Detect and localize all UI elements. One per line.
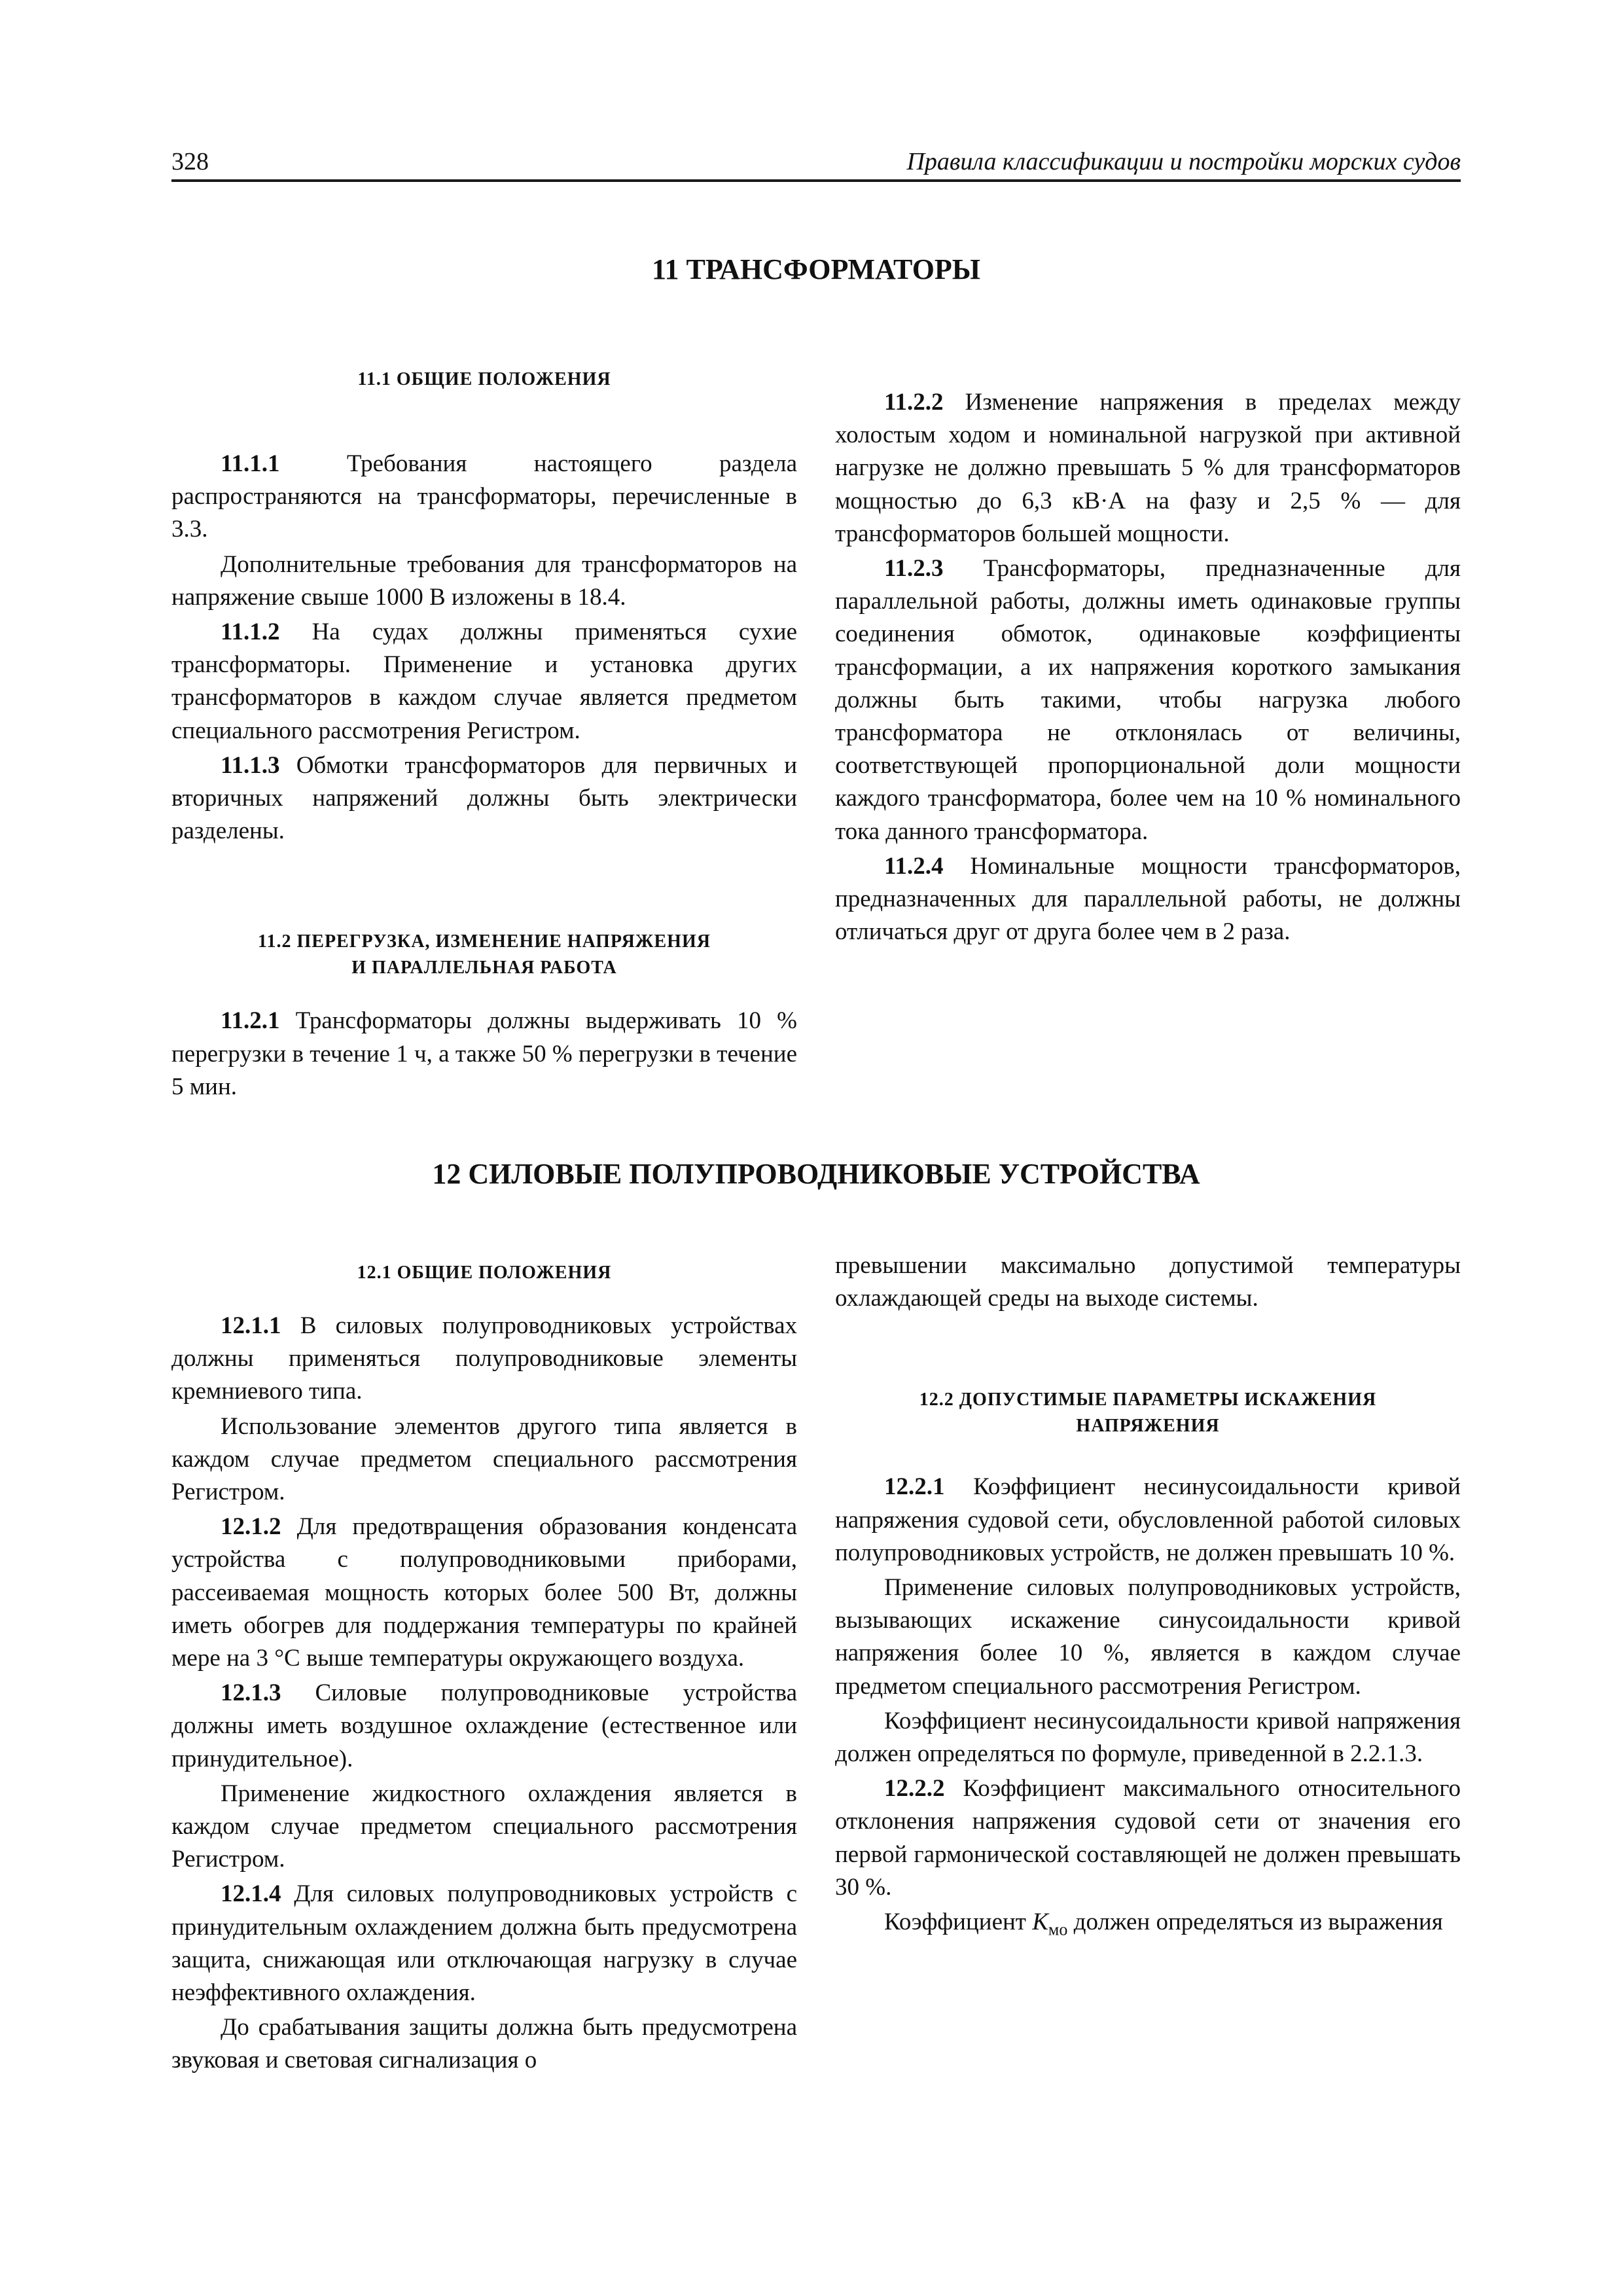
paragraph-12-1-4-continued: превышении максимально допустимой температуры охлаждающей среды на выходе системы. xyxy=(835,1252,1461,1312)
paragraph-11-2-1 xyxy=(171,1005,797,1103)
paragraph-12-1-2 xyxy=(171,1511,797,1675)
paragraph-12-2-2 xyxy=(835,1772,1461,1904)
section-12-1-heading: 12.1 ОБЩИЕ ПОЛОЖЕНИЯ xyxy=(357,1263,612,1283)
paragraph-12-1-1-additional: Использование элементов другого типа является в каждом случае предметом специального рассмотрения Регистром. xyxy=(171,1412,797,1506)
paragraph-11-2-3 xyxy=(835,552,1461,848)
paragraph-11-1-1 xyxy=(171,448,797,547)
section-11-1-heading: 11.1 ОБЩИЕ ПОЛОЖЕНИЯ xyxy=(357,369,611,389)
paragraph-text: Силовые полупроводниковые устройства должны иметь воздушное охлаждение (естественное или принудительное). xyxy=(171,1679,797,1772)
paragraph-11-2-4 xyxy=(835,850,1461,949)
paragraph-number: 11.1.3 xyxy=(221,751,280,779)
paragraph-text: Требования настоящего раздела распространяются на трансформаторы, перечисленные в 3.3. xyxy=(171,450,797,543)
paragraph-number: 12.1.3 xyxy=(221,1679,281,1707)
paragraph-11-1-1-additional: Дополнительные требования для трансформаторов на напряжение свыше 1000 В изложены в 18.4. xyxy=(171,550,797,611)
paragraph-number: 11.2.1 xyxy=(221,1007,280,1035)
paragraph-number: 11.2.2 xyxy=(884,389,944,416)
paragraph-12-1-4 xyxy=(171,1878,797,2009)
paragraph-12-1-4-additional: До срабатывания защиты должна быть предусмотрена звуковая и световая сигнализация о xyxy=(171,2014,797,2074)
paragraph-number: 12.2.2 xyxy=(884,1775,945,1803)
paragraph-text: Трансформаторы должны выдерживать 10 % перегрузки в течение 1 ч, а также 50 % перегрузки в течение 5 мин. xyxy=(171,1007,797,1100)
chapter-11-left-column xyxy=(171,367,797,1103)
paragraph-number: 11.1.2 xyxy=(221,619,280,646)
coefficient-symbol: K xyxy=(1032,1909,1048,1936)
paragraph-text: Номинальные мощности трансформаторов, предназначенных для параллельной работы, не должны отличаться друг от друга более чем в 2 раза. xyxy=(835,852,1461,946)
paragraph-text: Изменение напряжения в пределах между холостым ходом и номинальной нагрузкой при активной нагрузке не должно превышать 5 % для трансформаторов мощностью до 6,3 кВ·А на фазу и 2,5 % — для трансформаторов большей мощности. xyxy=(835,389,1461,547)
paragraph-11-1-3 xyxy=(171,749,797,848)
paragraph-12-2-1 xyxy=(835,1471,1461,1570)
running-title: Правила классификации и постройки морских судов xyxy=(906,148,1461,175)
paragraph-text: В силовых полупроводниковых устройствах должны применяться полупроводниковые элементы кремниевого типа. xyxy=(171,1312,797,1405)
paragraph-12-2-1-formula-ref: Коэффициент несинусоидальности кривой напряжения должен определяться по формуле, приведенной в 2.2.1.3. xyxy=(835,1707,1461,1768)
section-heading-line: НАПРЯЖЕНИЯ xyxy=(1076,1416,1220,1437)
paragraph-12-1-1 xyxy=(171,1310,797,1408)
paragraph-text: Коэффициент несинусоидальности кривой напряжения судовой сети, обусловленной работой силовых полупроводниковых устройств, не должен превышать 10 %. xyxy=(835,1473,1461,1566)
page-header xyxy=(171,143,1461,182)
paragraph-text: На судах должны применяться сухие трансформаторы. Применение и установка других трансформаторов в каждом случае является предметом специального рассмотрения Регистром. xyxy=(171,619,797,744)
paragraph-11-1-2 xyxy=(171,616,797,747)
chapter-12-right-column xyxy=(835,1249,1461,1946)
chapter-11-right-column xyxy=(835,386,1461,948)
paragraph-number: 11.1.1 xyxy=(221,450,280,477)
paragraph-text: Для предотвращения образования конденсата устройства с полупроводниковыми приборами, рассеиваемая мощность которых более 500 Вт, должны иметь обогрев для поддержания температуры по крайней мере на 3 °С выше температуры окружающего воздуха. xyxy=(171,1513,797,1672)
paragraph-text: Трансформаторы, предназначенные для параллельной работы, должны иметь одинаковые группы соединения обмоток, одинаковые коэффициенты трансформации, а их напряжения короткого замыкания должны быть такими, чтобы нагрузка любого трансформатора не отклонялась от величины, соответствующей пропорциональной доли мощности каждого трансформатора, более чем на 10 % номинального тока данного трансформатора. xyxy=(835,555,1461,845)
section-11-2-heading xyxy=(171,929,797,981)
section-heading-line: 12.2 ДОПУСТИМЫЕ ПАРАМЕТРЫ ИСКАЖЕНИЯ xyxy=(919,1390,1377,1410)
paragraph-12-1-3-additional: Применение жидкостного охлаждения является в каждом случае предметом специального рассмотрения Регистром. xyxy=(171,1780,797,1873)
chapter-11-title: 11 ТРАНСФОРМАТОРЫ xyxy=(651,253,981,285)
section-heading-line: И ПАРАЛЛЕЛЬНАЯ РАБОТА xyxy=(351,958,617,978)
paragraph-text: Коэффициент xyxy=(884,1909,1033,1936)
paragraph-12-1-3 xyxy=(171,1677,797,1776)
section-12-2-heading xyxy=(835,1387,1461,1439)
paragraph-number: 12.2.1 xyxy=(884,1473,945,1501)
coefficient-subscript: мо xyxy=(1048,1920,1068,1939)
paragraph-number: 12.1.2 xyxy=(221,1513,281,1541)
paragraph-number: 12.1.1 xyxy=(221,1312,281,1339)
paragraph-number: 11.2.3 xyxy=(884,555,944,583)
paragraph-11-2-2 xyxy=(835,386,1461,550)
paragraph-12-2-2-additional xyxy=(835,1906,1461,1946)
paragraph-text: должен определяться из выражения xyxy=(1067,1909,1443,1936)
chapter-12-title: 12 СИЛОВЫЕ ПОЛУПРОВОДНИКОВЫЕ УСТРОЙСТВА xyxy=(432,1158,1200,1190)
paragraph-text: Обмотки трансформаторов для первичных и вторичных напряжений должны быть электрически разделены. xyxy=(171,751,797,845)
paragraph-number: 11.2.4 xyxy=(884,852,944,880)
paragraph-text: Коэффициент максимального относительного отклонения напряжения судовой сети от значения его первой гармонической составляющей не должен превышать 30 %. xyxy=(835,1775,1461,1901)
paragraph-text: Для силовых полупроводниковых устройств с принудительным охлаждением должна быть предусмотрена защита, снижающая или отключающая нагрузку в случае неэффективного охлаждения. xyxy=(171,1880,797,2007)
paragraph-12-2-1-additional: Применение силовых полупроводниковых устройств, вызывающих искажение синусоидальности кривой напряжения более 10 %, является в каждом случае предметом специального рассмотрения Регистром. xyxy=(835,1574,1461,1700)
chapter-12-left-column xyxy=(171,1260,797,2077)
page-number: 328 xyxy=(171,148,209,175)
section-heading-line: 11.2 ПЕРЕГРУЗКА, ИЗМЕНЕНИЕ НАПРЯЖЕНИЯ xyxy=(258,931,711,952)
paragraph-number: 12.1.4 xyxy=(221,1880,281,1908)
